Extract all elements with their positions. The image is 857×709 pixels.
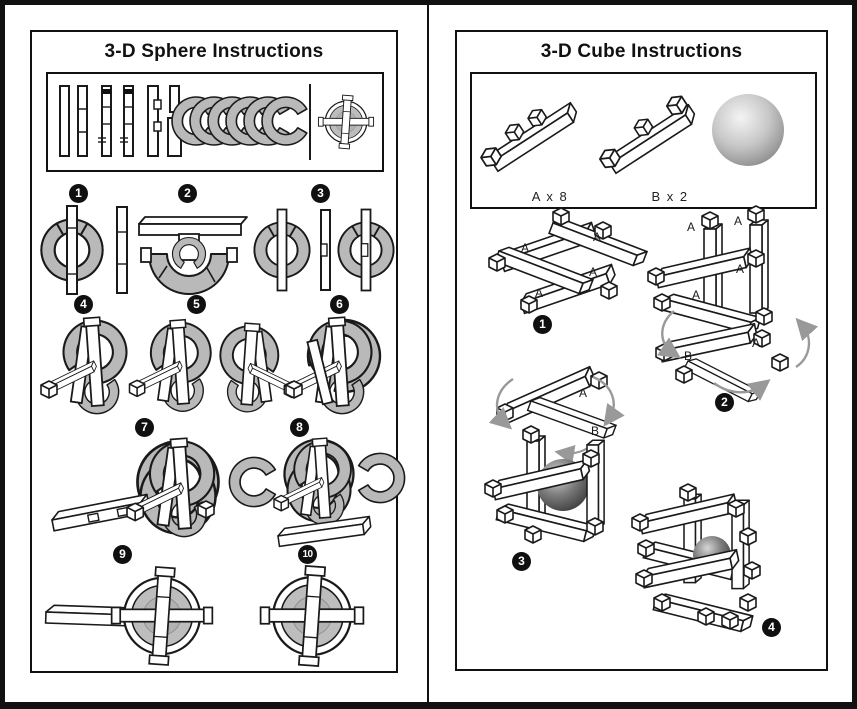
part-a-count-label: A x 8 [531, 189, 569, 204]
svg-text:B: B [590, 424, 600, 438]
sphere-step-9-figure [44, 560, 209, 668]
sphere-step-1-figure [32, 204, 137, 296]
gray-ball-icon [712, 94, 784, 166]
cube-parts-icons [472, 74, 815, 207]
cube-step-3-figure [479, 375, 651, 567]
cube-step-2-badge: 2 [715, 393, 734, 412]
cube-step-3-badge: 3 [512, 552, 531, 571]
cube-panel-title: 3-D Cube Instructions [540, 41, 743, 62]
sphere-step-10-figure [238, 560, 386, 668]
page-divider [427, 5, 429, 702]
sphere-step-3-figure [254, 202, 389, 297]
sphere-step-9-badge: 9 [113, 545, 132, 564]
sphere-step-4-figure [44, 315, 139, 417]
cube-step-1-badge: 1 [533, 315, 552, 334]
cube-step-4-figure [633, 484, 803, 639]
sphere-step-2-figure [130, 204, 248, 300]
sphere-step-7-figure [50, 434, 238, 546]
cube-parts-box [470, 72, 817, 209]
sphere-step-6-figure [284, 315, 389, 417]
notched-bar-a-icon [475, 91, 580, 175]
svg-text:A: A [751, 336, 761, 350]
sphere-step-5-figure [142, 315, 284, 417]
svg-text:B: B [683, 349, 693, 363]
svg-text:A: A [691, 288, 701, 302]
svg-text:A: A [592, 230, 602, 244]
part-b-count-label: B x 2 [651, 189, 689, 204]
cube-step-1-figure [479, 214, 644, 316]
sphere-panel-title: 3-D Sphere Instructions [104, 41, 324, 62]
sphere-step-10-badge: 10 [298, 545, 317, 564]
cube-step-2-figure [650, 215, 822, 395]
crescent-pieces-icon [172, 97, 307, 145]
sphere-step-5-badge: 5 [187, 295, 206, 314]
sphere-parts-box [46, 72, 384, 172]
svg-text:A: A [733, 214, 743, 228]
stick-pieces-icon [60, 86, 182, 156]
notched-bar-b-icon [593, 92, 698, 176]
sphere-instructions-panel [30, 30, 398, 673]
sphere-step-4-badge: 4 [74, 295, 93, 314]
assembled-sphere-icon [318, 95, 373, 149]
svg-text:A: A [520, 241, 530, 255]
svg-text:A: A [578, 386, 588, 400]
cube-instructions-panel [455, 30, 828, 671]
sphere-step-6-badge: 6 [330, 295, 349, 314]
sphere-step-2-badge: 2 [178, 184, 197, 203]
svg-text:A: A [735, 262, 745, 276]
sphere-step-8-figure [235, 434, 397, 546]
sphere-step-7-badge: 7 [135, 418, 154, 437]
sphere-parts-icons [48, 74, 382, 170]
svg-text:A: A [686, 220, 696, 234]
sphere-step-1-badge: 1 [69, 184, 88, 203]
sphere-step-3-badge: 3 [311, 184, 330, 203]
sphere-step-8-badge: 8 [290, 418, 309, 437]
cube-step-4-badge: 4 [762, 618, 781, 637]
svg-text:A: A [588, 265, 598, 279]
svg-text:A: A [534, 286, 544, 300]
